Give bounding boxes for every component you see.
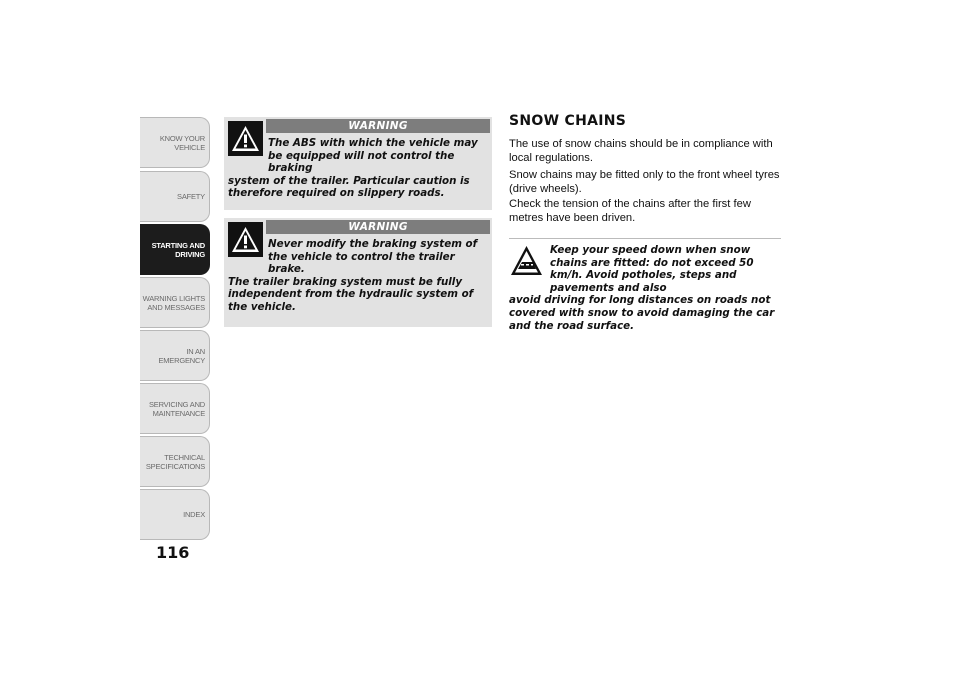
warning-title: WARNING xyxy=(266,220,490,234)
divider xyxy=(509,238,781,239)
tab-warning-lights[interactable]: WARNING LIGHTS AND MESSAGES xyxy=(140,277,210,328)
tab-safety[interactable]: SAFETY xyxy=(140,171,210,222)
tab-index[interactable]: INDEX xyxy=(140,489,210,540)
warning-triangle-icon xyxy=(228,222,263,257)
warning-text-rest: system of the trailer. Particular caution is therefore required on slippery roads. xyxy=(228,174,470,199)
tab-servicing-and-maintenance[interactable]: SERVICING AND MAINTENANCE xyxy=(140,383,210,434)
note-text-rest: avoid driving for long distances on roads not covered with snow to avoid damaging the car and the road surface. xyxy=(509,294,775,332)
warning-triangle-icon xyxy=(228,121,263,156)
page-number: 116 xyxy=(156,543,190,562)
warning-text-indented: The ABS with which the vehicle may be equipped will not control the braking xyxy=(268,137,478,174)
warning-box-abs xyxy=(224,117,492,210)
note-text-indented: Keep your speed down when snow chains are fitted: do not exceed 50 km/h. Avoid potholes, steps and pavements and also xyxy=(550,244,754,294)
warning-title: WARNING xyxy=(266,119,490,133)
tab-in-an-emergency[interactable]: IN AN EMERGENCY xyxy=(140,330,210,381)
warning-box-trailer-brake xyxy=(224,218,492,327)
tab-know-your-vehicle[interactable]: KNOW YOUR VEHICLE xyxy=(140,117,210,168)
warning-text xyxy=(228,137,488,200)
paragraph: Check the tension of the chains after the first few metres have been driven. xyxy=(509,198,751,224)
warning-text-indented: Never modify the braking system of the vehicle to control the trailer brake. xyxy=(268,238,478,275)
tab-technical-specifications[interactable]: TECHNICAL SPECIFICATIONS xyxy=(140,436,210,487)
warning-text xyxy=(228,238,488,313)
paragraph: Snow chains may be fitted only to the front wheel tyres (drive wheels). xyxy=(509,169,780,195)
section-heading: SNOW CHAINS xyxy=(509,113,627,129)
warning-text-rest: The trailer braking system must be fully independent from the hydraulic system of the vehicle. xyxy=(228,275,474,313)
paragraph: The use of snow chains should be in compliance with local regulations. xyxy=(509,138,773,164)
tab-starting-and-driving[interactable]: STARTING AND DRIVING xyxy=(140,224,210,275)
note-text xyxy=(509,244,784,332)
